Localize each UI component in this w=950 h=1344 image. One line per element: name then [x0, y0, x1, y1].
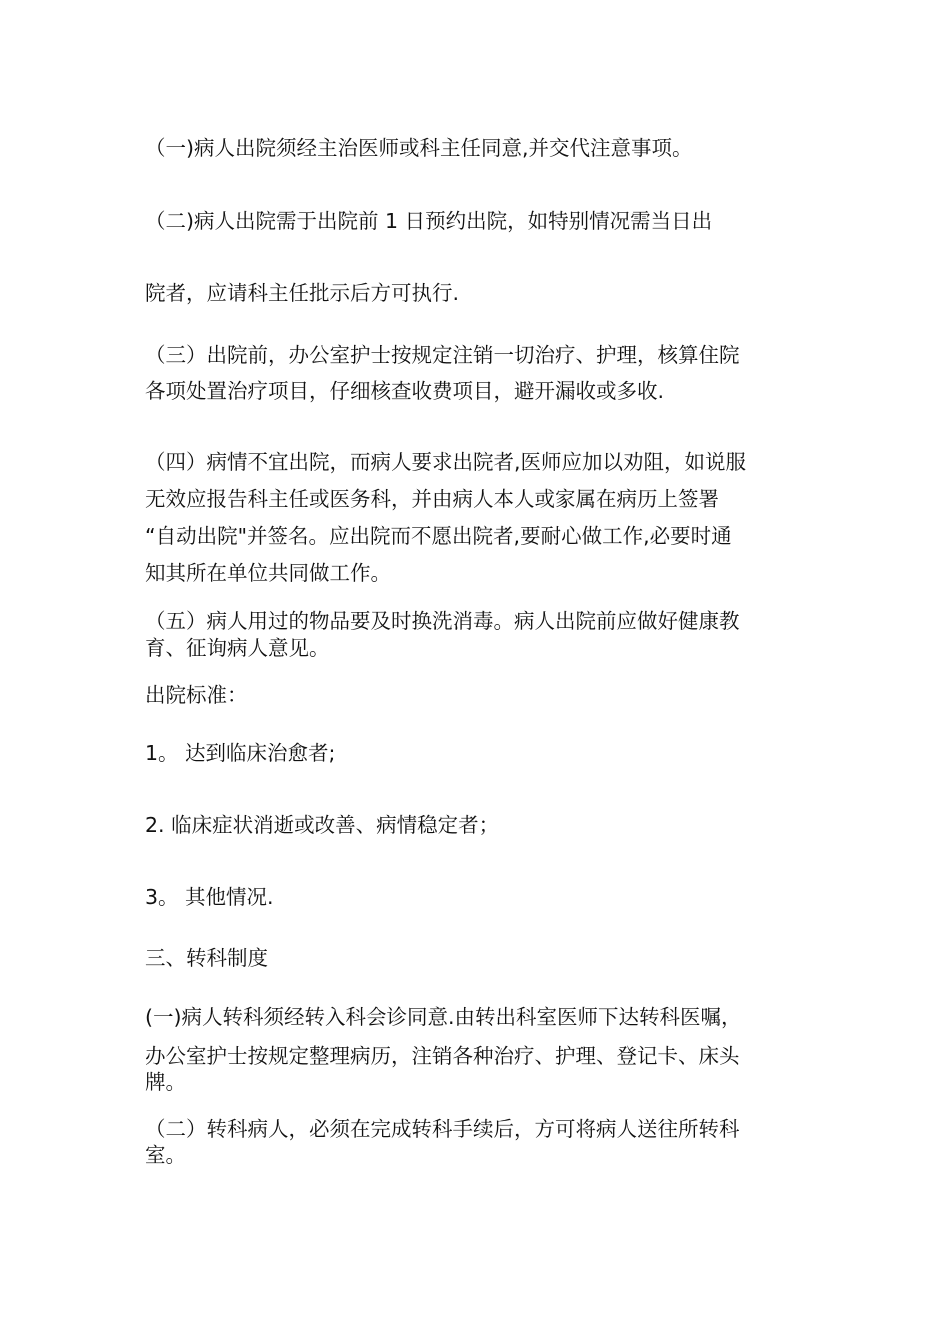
discharge-rule-4-line-3: “自动出院"并签名。应出院而不愿出院者,要耐心做工作,必要时通 — [145, 524, 732, 548]
discharge-criteria-heading: 出院标准： — [145, 683, 248, 707]
transfer-rule-1-line-1: (一)病人转科须经转入科会诊同意.由转出科室医师下达转科医嘱， — [145, 1005, 742, 1029]
discharge-rule-4-line-1: （四）病情不宜出院，而病人要求出院者,医师应加以劝阻，如说服 — [145, 450, 747, 474]
discharge-rule-4-line-2: 无效应报告科主任或医务科，并由病人本人或家属在病历上签署 — [145, 487, 719, 511]
transfer-rule-2-line-2: 室。 — [145, 1143, 186, 1167]
criteria-item-3: 3。 其他情况. — [145, 885, 274, 909]
transfer-rule-1-line-3: 牌。 — [145, 1070, 186, 1094]
transfer-rule-1-line-2: 办公室护士按规定整理病历，注销各种治疗、护理、登记卡、床头 — [145, 1044, 740, 1068]
discharge-rule-2-line-2: 院者，应请科主任批示后方可执行. — [145, 281, 460, 305]
criteria-item-1: 1。 达到临床治愈者; — [145, 741, 336, 765]
discharge-rule-2-line-1: （二)病人出院需于出院前 1 日预约出院，如特别情况需当日出 — [145, 209, 713, 233]
discharge-rule-1: （一)病人出院须经主治医师或科主任同意,并交代注意事项。 — [145, 136, 693, 160]
transfer-rule-2-line-1: （二）转科病人，必须在完成转科手续后，方可将病人送往所转科 — [145, 1117, 740, 1141]
discharge-rule-5-line-1: （五）病人用过的物品要及时换洗消毒。病人出院前应做好健康教 — [145, 609, 740, 633]
criteria-item-2: 2. 临床症状消逝或改善、病情稳定者； — [145, 813, 500, 837]
discharge-rule-3-line-1: （三）出院前，办公室护士按规定注销一切治疗、护理，核算住院 — [145, 343, 740, 367]
section-heading-transfer: 三、转科制度 — [145, 946, 268, 970]
discharge-rule-5-line-2: 育、征询病人意见。 — [145, 636, 330, 660]
discharge-rule-4-line-4: 知其所在单位共同做工作。 — [145, 561, 391, 585]
discharge-rule-3-line-2: 各项处置治疗项目，仔细核查收费项目，避开漏收或多收. — [145, 379, 665, 403]
